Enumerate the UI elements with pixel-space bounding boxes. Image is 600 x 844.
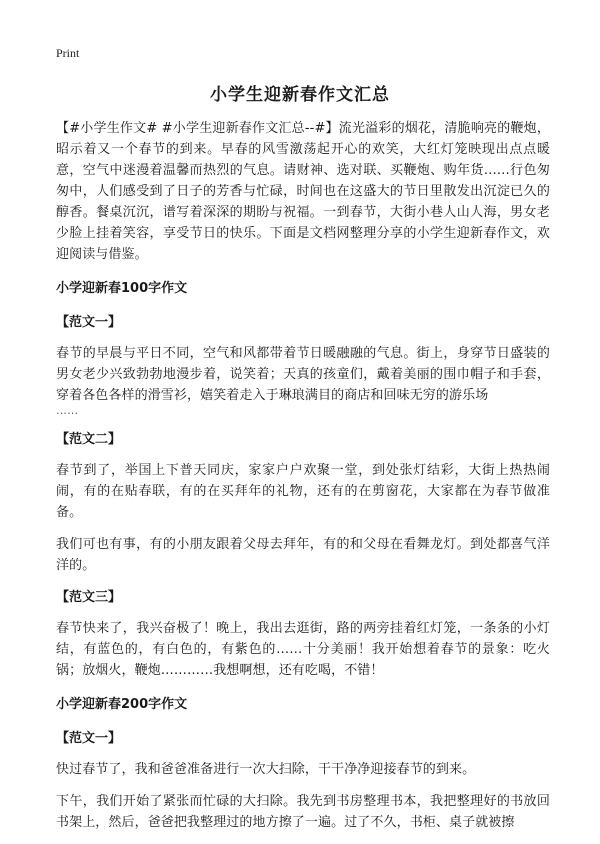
fanwen-1-ellipsis: …… (56, 404, 79, 417)
fanwen-3-label: 【范文三】 (56, 590, 122, 605)
section-heading-100: 小学迎新春100字作文 (56, 281, 188, 296)
page-title: 小学生迎新春作文汇总 (210, 85, 390, 105)
fanwen-1-label: 【范文一】 (56, 315, 122, 330)
intro-paragraph: 【#小学生作文# #小学生迎新春作文汇总--#】流光溢彩的烟花，清脆响亮的鞭炮，昭示着又一个春节的到来。早春的风雪激荡起开心的欢笑，大红灯笼映现出点点暖意，空气中迷漫着温馨而热烈的气息。请财神、选对联、买鞭炮、购年货……行色匆匆中，人们感受到了日子的芳香与忙碌，时间也在这盛大的节日里散发出沉淀已久的醇香。餐桌沉沉，谱写着深深的期盼与祝福。一到春节，大街小巷人山人海，男女老少脸上挂着笑容，享受节日的快乐。下面是文档网整理分享的小学生迎新春作文，欢迎阅读与借鉴。 (56, 121, 550, 262)
section2-fanwen-1-paragraph-2: 下午，我们开始了紧张而忙碌的大扫除。我先到书房整理书本，我把整理好的书放回书架上，然后，爸爸把我整理过的地方擦了一遍。过了不久，书柜、桌子就被擦 (56, 794, 550, 830)
fanwen-1-paragraph (56, 343, 550, 418)
fanwen-2-paragraph-2: 我们可也有事，有的小朋友跟着父母去拜年，有的和父母在看舞龙灯。到处都喜气洋洋的。 (56, 537, 550, 573)
print-link[interactable]: Print (56, 46, 80, 60)
fanwen-1-text: 春节的早晨与平日不同，空气和风都带着节日暖融融的气息。街上，身穿节日盛装的男女老少兴致勃勃地漫步着，说笑着；天真的孩童们，戴着美丽的围巾帽子和手套，穿着各色各样的滑雪衫，嬉笑着走入于琳琅满目的商店和回味无穷的游乐场 (56, 346, 550, 403)
fanwen-2-label: 【范文二】 (56, 432, 122, 447)
section-heading-200: 小学迎新春200字作文 (56, 697, 188, 712)
section2-fanwen-1-paragraph-1: 快过春节了，我和爸爸准备进行一次大扫除，干干净净迎接春节的到来。 (56, 762, 476, 777)
fanwen-3-paragraph: 春节快来了，我兴奋极了！晚上，我出去逛街，路的两旁挂着红灯笼，一条条的小灯结，有蓝色的，有白色的，有紫色的……十分美丽！我开始想着春节的景象：吃火锅；放烟火，鞭炮…………我想啊想，还有吃喝，不错！ (56, 621, 550, 678)
section2-fanwen-1-label: 【范文一】 (56, 731, 122, 746)
article-body (56, 118, 550, 844)
fanwen-2-paragraph-1: 春节到了，举国上下普天同庆，家家户户欢聚一堂，到处张灯结彩，大街上热热闹闹，有的在贴春联，有的在买拜年的礼物，还有的在剪窗花，大家都在为春节做准备。 (56, 463, 550, 520)
